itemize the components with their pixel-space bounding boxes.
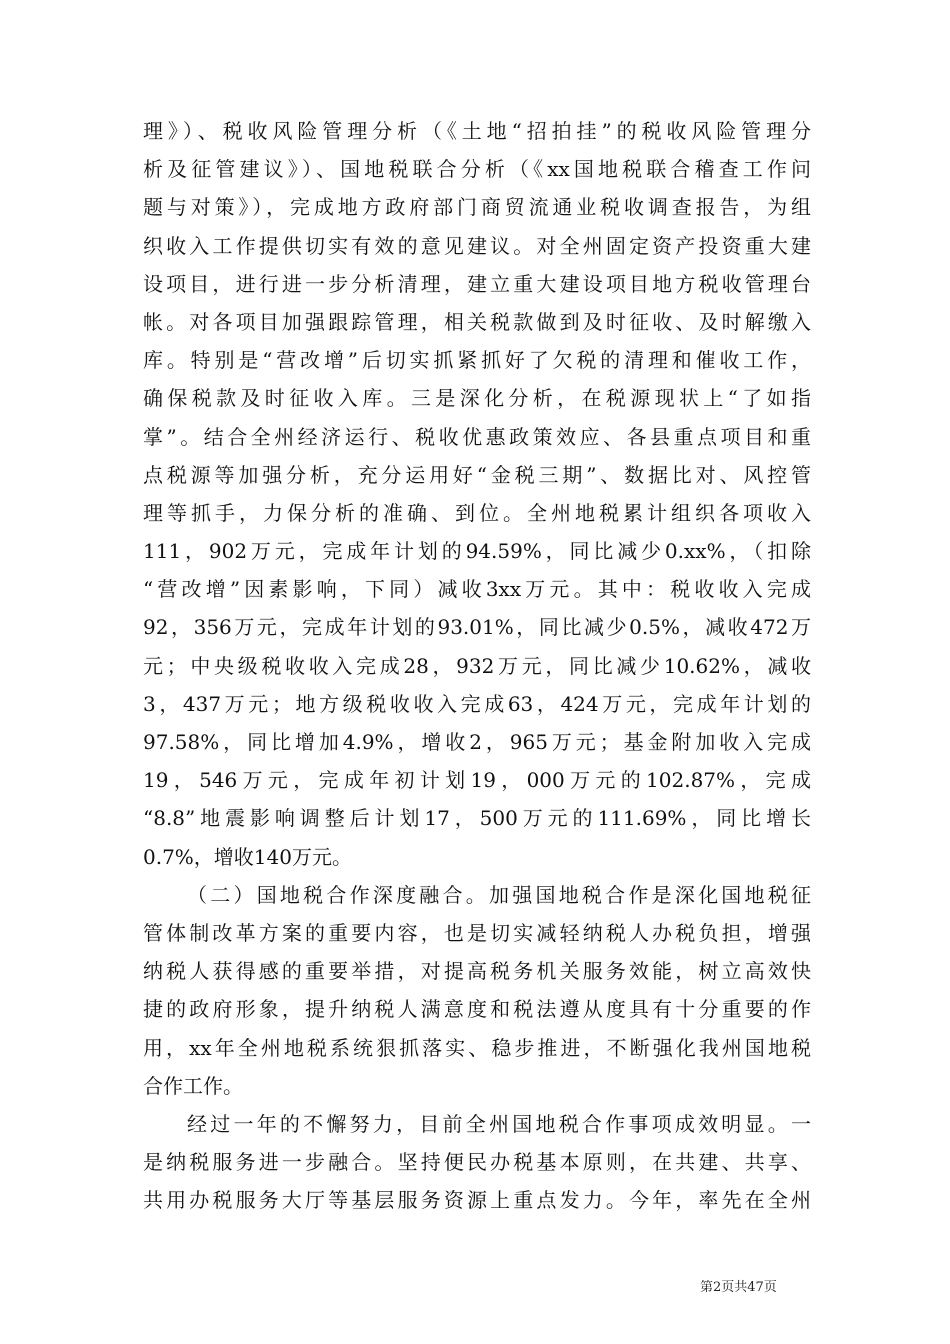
text-line: 析及征管建议》）、国地税联合分析（《xx国地税联合稽查工作问 <box>143 157 811 182</box>
text-line: 19，546万元，完成年初计划19，000万元的102.87%，完成 <box>143 768 811 793</box>
text-line: 掌”。结合全州经济运行、税收优惠政策效应、各县重点项目和重 <box>143 424 811 449</box>
text-line: 是纳税服务进一步融合。坚持便民办税基本原则，在共建、共享、 <box>143 1150 811 1175</box>
text-line: 111，902万元，完成年计划的94.59%，同比减少0.xx%，（扣除 <box>143 539 811 564</box>
text-line: 设项目，进行进一步分析清理，建立重大建设项目地方税收管理台 <box>143 271 811 296</box>
text-line: 织收入工作提供切实有效的意见建议。对全州固定资产投资重大建 <box>143 233 811 258</box>
text-line: 帐。对各项目加强跟踪管理，相关税款做到及时征收、及时解缴入 <box>143 309 811 334</box>
text-line: 捷的政府形象，提升纳税人满意度和税法遵从度具有十分重要的作 <box>143 997 811 1022</box>
text-line: 共用办税服务大厅等基层服务资源上重点发力。今年，率先在全州 <box>143 1188 811 1213</box>
text-line: 题与对策》），完成地方政府部门商贸流通业税收调查报告，为组 <box>143 195 811 220</box>
text-line: 97.58%，同比增加4.9%，增收2，965万元；基金附加收入完成 <box>143 730 811 754</box>
text-line: 元；中央级税收收入完成28，932万元，同比减少10.62%，减收 <box>143 653 811 678</box>
text-line: 纳税人获得感的重要举措，对提高税务机关服务效能，树立高效快 <box>143 959 811 984</box>
text-line: 理等抓手，力保分析的准确、到位。全州地税累计组织各项收入 <box>143 500 811 525</box>
text-line: 库。特别是“营改增”后切实抓紧抓好了欠税的清理和催收工作， <box>143 348 811 373</box>
text-line: 0.7%，增收140万元。 <box>143 844 352 869</box>
text-line: 用，xx年全州地税系统狠抓落实、稳步推进，不断强化我州国地税 <box>143 1035 811 1060</box>
text-line: 确保税款及时征收入库。三是深化分析，在税源现状上“了如指 <box>143 386 811 411</box>
text-line: 点税源等加强分析，充分运用好“金税三期”、数据比对、风控管 <box>143 462 811 487</box>
text-line: 经过一年的不懈努力，目前全州国地税合作事项成效明显。一 <box>187 1111 811 1136</box>
page-number: 第2页共47页 <box>700 1280 777 1295</box>
text-line: 合作工作。 <box>143 1073 243 1098</box>
text-line: 3，437万元；地方级税收收入完成63，424万元，完成年计划的 <box>143 691 811 716</box>
text-line: （二）国地税合作深度融合。加强国地税合作是深化国地税征 <box>187 882 811 907</box>
text-line: “8.8”地震影响调整后计划17，500万元的111.69%，同比增长 <box>143 806 811 831</box>
text-line: 理》）、税收风险管理分析（《土地“招拍挂”的税收风险管理分 <box>143 119 811 143</box>
text-line: “营改增”因素影响，下同）减收3xx万元。其中：税收收入完成 <box>143 577 811 602</box>
text-line: 管体制改革方案的重要内容，也是切实减轻纳税人办税负担，增强 <box>143 920 811 945</box>
document-body <box>143 112 811 1219</box>
text-line: 92，356万元，完成年计划的93.01%，同比减少0.5%，减收472万 <box>143 615 811 640</box>
